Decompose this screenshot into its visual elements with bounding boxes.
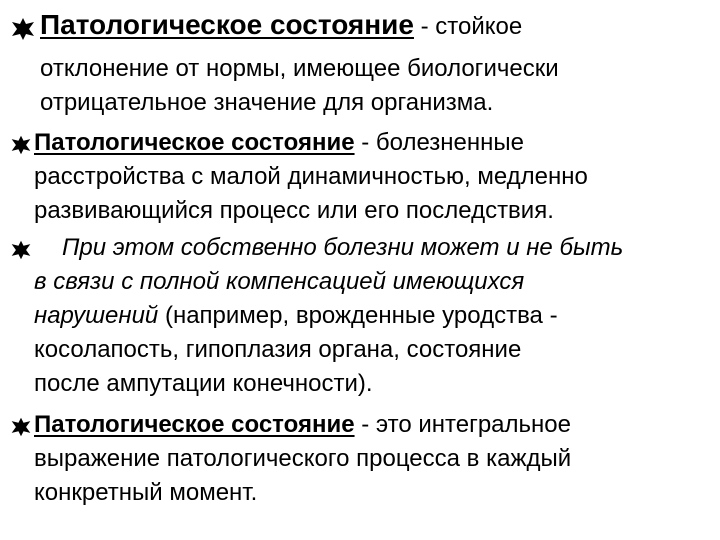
text-line: (например, врожденные уродства - (158, 302, 558, 329)
text-line: - это интегральное (354, 411, 571, 438)
text-line: после ампутации конечности). (34, 370, 373, 397)
text-line: в связи с полной компенсацией имеющихся (34, 268, 525, 295)
term: Патологическое состояние (34, 411, 355, 438)
text-line: отрицательное значение для организма. (40, 89, 494, 116)
text-line: выражение патологического процесса в каждый (34, 445, 572, 472)
term: Патологическое состояние (40, 9, 414, 40)
text-line: расстройства с малой динамичностью, медленно (34, 163, 588, 190)
text-line: развивающийся процесс или его последствия. (34, 197, 554, 224)
text-line: При этом собственно болезни может и не быть (62, 234, 624, 261)
text-line: конкретный момент. (34, 479, 258, 506)
text-line: нарушений (34, 302, 159, 329)
term: Патологическое состояние (34, 129, 355, 156)
diamond-bullet-icon (10, 134, 32, 156)
text-line: косолапость, гипоплазия органа, состояние (34, 336, 522, 363)
text-line: - стойкое (413, 13, 523, 40)
diamond-bullet-icon (10, 416, 32, 438)
text-line: отклонение от нормы, имеющее биологически (40, 55, 559, 82)
diamond-bullet-icon (10, 16, 36, 42)
text-line: - болезненные (354, 129, 524, 156)
diamond-bullet-icon (10, 239, 32, 261)
